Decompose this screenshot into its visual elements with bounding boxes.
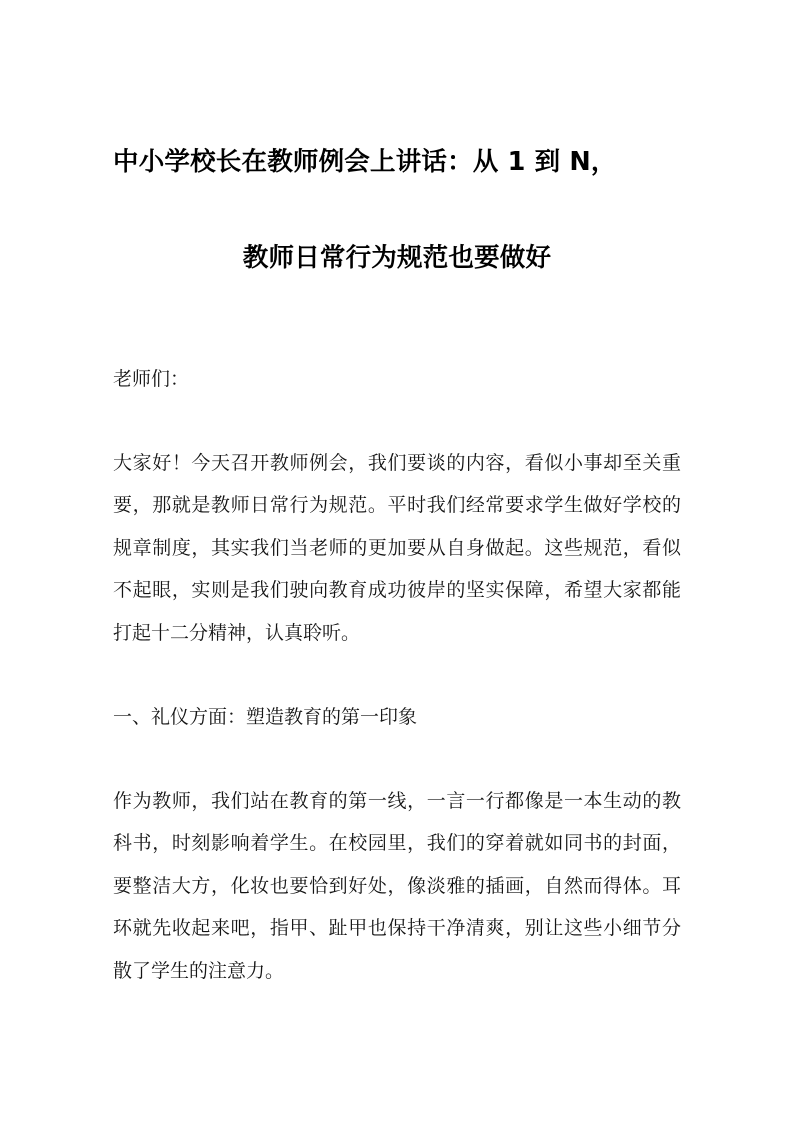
page-title-line-2: 教师日常行为规范也要做好 (242, 243, 552, 273)
intro-paragraph: 大家好！今天召开教师例会，我们要谈的内容，看似小事却至关重要，那就是教师日常行为规范。平时我们经常要求学生做好学校的规章制度，其实我们当老师的更加要从自身做起。这些规范，看似不起眼，实则是我们驶向教育成功彼岸的坚实保障，希望大家都能打起十二分精神，认真聆听。 (113, 452, 681, 644)
page-title-line-1: 中小学校长在教师例会上讲话：从 1 到 N， (113, 147, 617, 177)
document-content (113, 0, 681, 992)
section-heading-1: 一、礼仪方面：塑造教育的第一印象 (113, 706, 418, 729)
salutation: 老师们： (113, 368, 190, 390)
section-paragraph-1: 作为教师，我们站在教育的第一线，一言一行都像是一本生动的教科书，时刻影响着学生。在校园里，我们的穿着就如同书的封面，要整洁大方，化妆也要恰到好处，像淡雅的插画，自然而得体。耳环就先收起来吧，指甲、趾甲也保持干净清爽，别让这些小细节分散了学生的注意力。 (113, 790, 681, 982)
page-title (113, 0, 681, 306)
